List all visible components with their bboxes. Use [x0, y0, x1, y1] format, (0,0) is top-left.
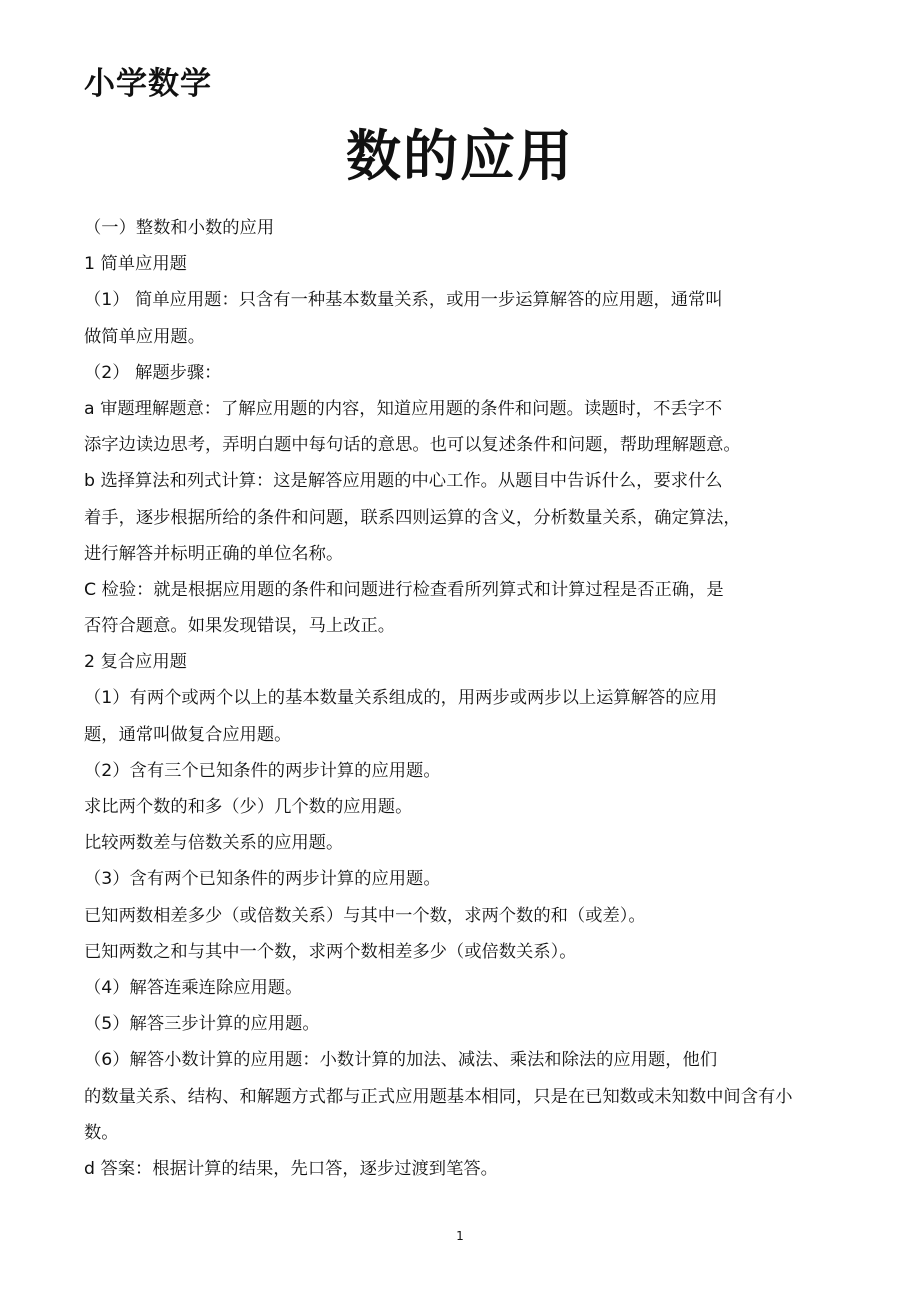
text-line: （2） 解题步骤： [84, 362, 222, 383]
text-line: 添字边读边思考，弄明白题中每句话的意思。也可以复述条件和问题，帮助理解题意。 [84, 435, 741, 456]
text-line: 已知两数之和与其中一个数，求两个数相差多少（或倍数关系）。 [84, 941, 577, 962]
text-line: 进行解答并标明正确的单位名称。 [84, 543, 344, 564]
text-line: （1） 简单应用题：只含有一种基本数量关系，或用一步运算解答的应用题，通常叫 [84, 290, 723, 311]
body-text [84, 213, 854, 1190]
text-line: （一）整数和小数的应用 [84, 218, 275, 238]
text-line: 2 复合应用题 [84, 652, 187, 673]
text-line: C 检验：就是根据应用题的条件和问题进行检查看所列算式和计算过程是否正确，是 [84, 579, 724, 600]
text-line: b 选择算法和列式计算：这是解答应用题的中心工作。从题目中告诉什么，要求什么 [84, 471, 723, 492]
text-line: 否符合题意。如果发现错误，马上改正。 [84, 616, 396, 637]
text-line: （5）解答三步计算的应用题。 [84, 1014, 320, 1035]
text-line: 着手，逐步根据所给的条件和问题，联系四则运算的含义，分析数量关系，确定算法， [84, 507, 741, 528]
page-number: 1 [456, 1229, 464, 1243]
text-line: （2）含有三个已知条件的两步计算的应用题。 [84, 760, 441, 781]
text-line: 数。 [84, 1122, 119, 1143]
text-line: 比较两数差与倍数关系的应用题。 [84, 833, 344, 854]
text-line: （1）有两个或两个以上的基本数量关系组成的，用两步或两步以上运算解答的应用 [84, 688, 718, 709]
text-line: a 审题理解题意：了解应用题的内容，知道应用题的条件和问题。读题时，不丢字不 [84, 398, 723, 419]
text-line: 已知两数相差多少（或倍数关系）与其中一个数，求两个数的和（或差）。 [84, 905, 646, 926]
text-line: 1 简单应用题 [84, 254, 187, 275]
text-line: （6）解答小数计算的应用题：小数计算的加法、减法、乘法和除法的应用题，他们 [84, 1050, 718, 1071]
text-line: 题，通常叫做复合应用题。 [84, 724, 292, 745]
text-line: （4）解答连乘连除应用题。 [84, 977, 303, 998]
subject-heading: 小学数学 [84, 66, 212, 102]
text-line: d 答案：根据计算的结果，先口答，逐步过渡到笔答。 [84, 1158, 498, 1179]
page-title: 数的应用 [345, 124, 574, 188]
text-line: 求比两个数的和多（少）几个数的应用题。 [84, 797, 413, 817]
text-line: （3）含有两个已知条件的两步计算的应用题。 [84, 869, 441, 890]
text-line: 做简单应用题。 [84, 326, 205, 347]
text-line: 的数量关系、结构、和解题方式都与正式应用题基本相同，只是在已知数或未知数中间含有小 [84, 1086, 793, 1107]
